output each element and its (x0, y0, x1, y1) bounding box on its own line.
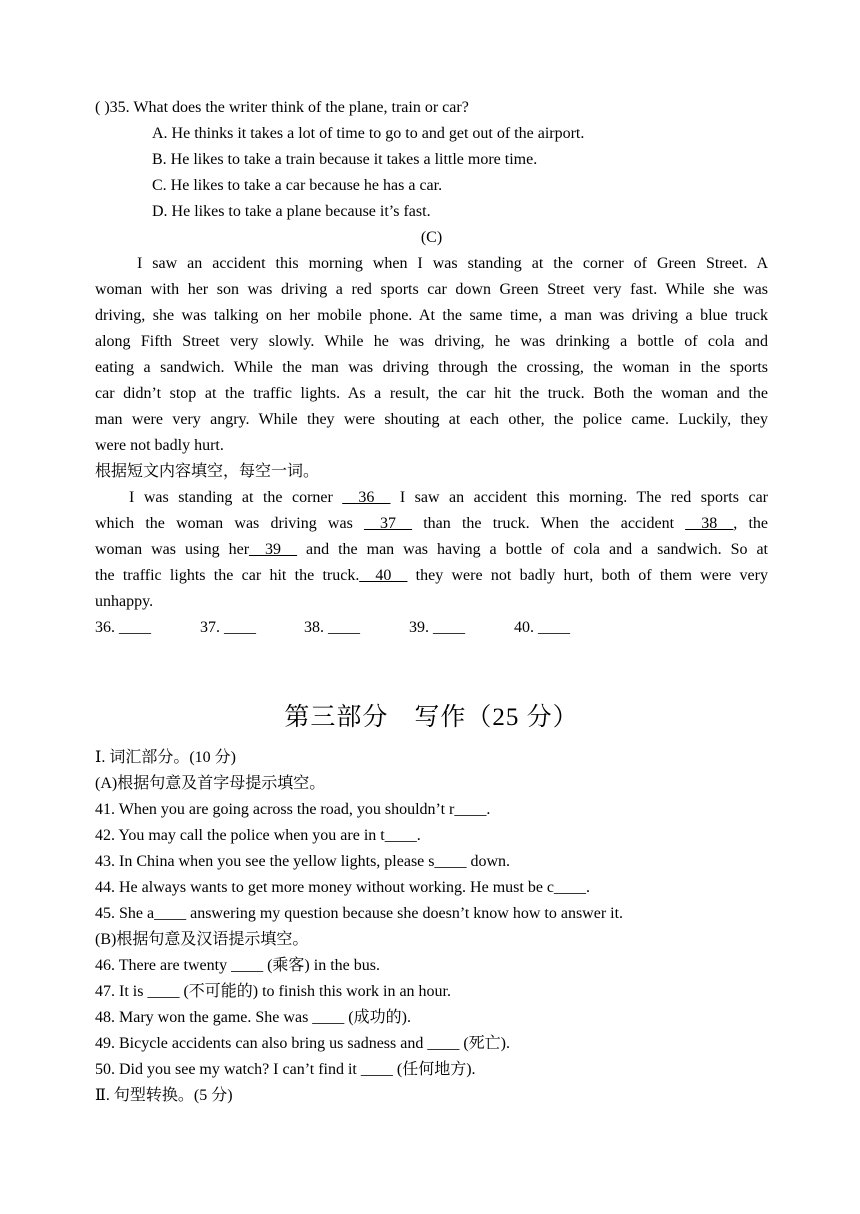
summary-line-3 (95, 537, 768, 563)
summary-line-2 (95, 511, 768, 537)
passage-line: woman with her son was driving a red sports car down Green Street very fast. While she was (95, 281, 768, 298)
answer-40[interactable]: 40. ____ (514, 619, 570, 636)
summary-text: woman was using her (95, 541, 250, 558)
question-35-stem: ( )35. What does the writer think of the plane, train or car? (95, 99, 469, 116)
passage-line: man were very angry. While they were shouting at each other, the police came. Luckily, they (95, 411, 768, 428)
question-46: 46. There are twenty ____ (乘客) in the bus. (95, 957, 380, 974)
question-47: 47. It is ____ (不可能的) to finish this work in an hour. (95, 983, 451, 1000)
passage-line: I saw an accident this morning when I was standing at the corner of Green Street. A (137, 255, 768, 272)
question-43: 43. In China when you see the yellow lights, please s____ down. (95, 853, 511, 870)
passage-line: were not badly hurt. (95, 437, 224, 454)
q35-option-a: A. He thinks it takes a lot of time to go to and get out of the airport. (152, 125, 585, 142)
blank-38[interactable]: __38__ (685, 515, 734, 532)
sub-a-instruction: (A)根据句意及首字母提示填空。 (95, 775, 326, 792)
blank-37[interactable]: __37__ (364, 515, 413, 532)
passage-c-label: (C) (420, 229, 443, 246)
summary-text: they were not badly hurt, both of them were very (407, 567, 768, 584)
passage-line: driving, she was talking on her mobile phone. At the same time, a man was driving a blue truck (95, 307, 768, 324)
summary-text: and the man was having a bottle of cola and a sandwich. So at (297, 541, 768, 558)
question-42: 42. You may call the police when you are in t____. (95, 827, 421, 844)
q35-option-c: C. He likes to take a car because he has a car. (152, 177, 443, 194)
question-41: 41. When you are going across the road, you shouldn’t r____. (95, 801, 491, 818)
summary-text: the traffic lights the car hit the truck. (95, 567, 360, 584)
passage-line: along Fifth Street very slowly. While he was driving, he was drinking a bottle of cola and (95, 333, 768, 350)
fill-instruction: 根据短文内容填空，每空一词。 (95, 463, 320, 480)
blank-40[interactable]: __40__ (359, 567, 408, 584)
question-45: 45. She a____ answering my question because she doesn’t know how to answer it. (95, 905, 624, 922)
question-49: 49. Bicycle accidents can also bring us sadness and ____ (死亡). (95, 1035, 511, 1052)
passage-line: eating a sandwich. While the man was driving through the crossing, the woman in the sports (95, 359, 768, 376)
section-1-heading: Ⅰ. 词汇部分。(10 分) (95, 749, 236, 766)
answer-39[interactable]: 39. ____ (409, 619, 465, 636)
answer-36[interactable]: 36. ____ (95, 619, 151, 636)
answer-37[interactable]: 37. ____ (200, 619, 256, 636)
blank-39[interactable]: __39__ (249, 541, 298, 558)
summary-text: , the (733, 515, 768, 532)
summary-text: I was standing at the corner (129, 489, 343, 506)
question-50: 50. Did you see my watch? I can’t find it ____ (任何地方). (95, 1061, 476, 1078)
q35-option-d: D. He likes to take a plane because it’s fast. (152, 203, 431, 220)
section-2-heading: Ⅱ. 句型转换。(5 分) (95, 1087, 233, 1104)
summary-line-1 (129, 485, 768, 511)
question-48: 48. Mary won the game. She was ____ (成功的). (95, 1009, 411, 1026)
part3-title: 第三部分 写作（25 分） (284, 704, 579, 731)
summary-text: I saw an accident this morning. The red sports car (390, 489, 768, 506)
summary-text: than the truck. When the accident (412, 515, 686, 532)
q35-option-b: B. He likes to take a train because it takes a little more time. (152, 151, 538, 168)
summary-text: which the woman was driving was (95, 515, 365, 532)
blank-36[interactable]: __36__ (342, 489, 391, 506)
question-44: 44. He always wants to get more money without working. He must be c____. (95, 879, 591, 896)
sub-b-instruction: (B)根据句意及汉语提示填空。 (95, 931, 309, 948)
summary-line-5: unhappy. (95, 593, 154, 610)
passage-line: car didn’t stop at the traffic lights. As a result, the car hit the truck. Both the woman and the (95, 385, 768, 402)
answer-38[interactable]: 38. ____ (304, 619, 360, 636)
summary-line-4 (95, 563, 768, 589)
